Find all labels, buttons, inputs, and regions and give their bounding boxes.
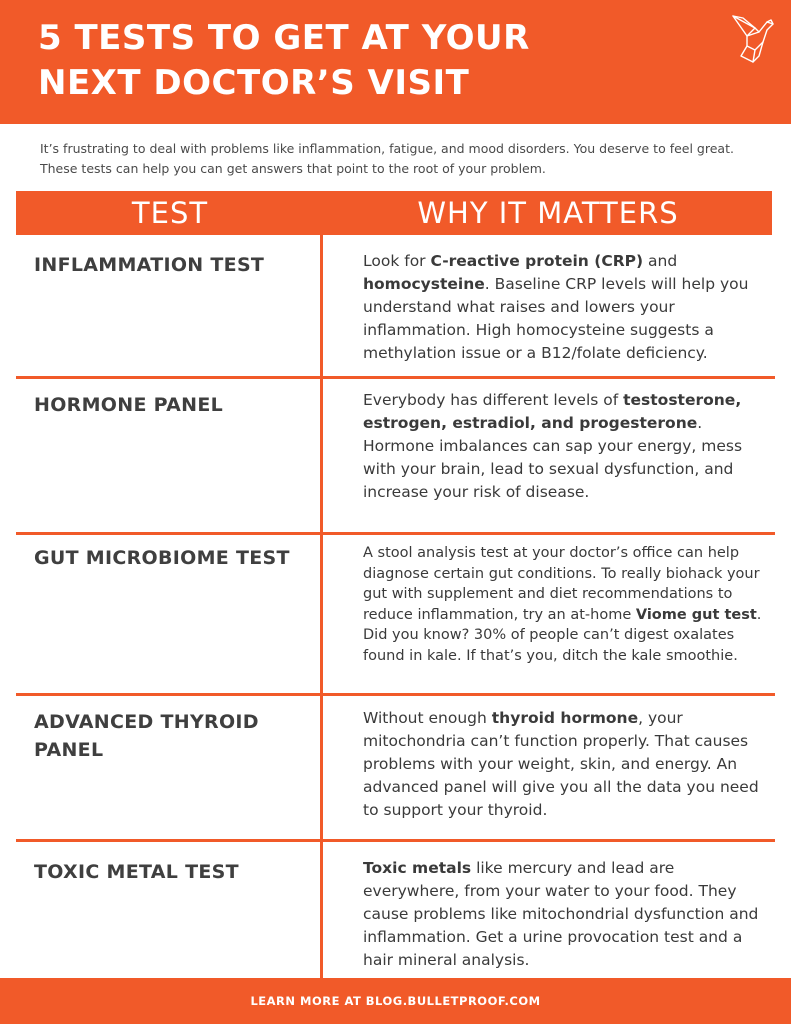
bird-logo-icon: [729, 12, 777, 68]
row-divider: [16, 376, 775, 379]
highlight-term: thyroid hormone: [491, 709, 639, 727]
why-text-inflammation: [363, 250, 768, 365]
body-text: and: [643, 252, 678, 270]
highlight-term: C-reactive protein (CRP): [430, 252, 644, 270]
body-text: . Did you know? 30% of people can’t digest oxalates found in kale. If that’s you, ditch the kale smoothie.: [363, 606, 762, 664]
header-banner: [0, 0, 791, 124]
body-text: A stool analysis test at your doctor’s office can help diagnose certain gut conditions. To really biohack your gut with supplement and diet recommendations to reduce inflammation, try an at-home: [363, 545, 760, 623]
test-name-hormone: HORMONE PANEL: [34, 394, 224, 416]
column-header-why: WHY IT MATTERS: [417, 196, 679, 230]
highlight-term: homocysteine: [363, 275, 485, 293]
test-name-gut-microbiome: GUT MICROBIOME TEST: [34, 547, 290, 569]
body-text: . Hormone imbalances can sap your energy, mess with your brain, lead to sexual dysfunction, and increase your risk of disease.: [363, 414, 743, 501]
intro-paragraph: It’s frustrating to deal with problems like inflammation, fatigue, and mood disorders. You deserve to feel great. These tests can help you can get answers that point to the root of your problem.: [40, 141, 734, 176]
footer-banner: LEARN MORE AT BLOG.BULLETPROOF.COM: [0, 978, 791, 1024]
body-text: , your mitochondria can’t function properly. That causes problems with your weight, skin, and energy. An advanced panel will give you all the data you need to support your thyroid.: [363, 709, 759, 819]
test-name-inflammation: INFLAMMATION TEST: [34, 254, 265, 276]
body-text: Look for: [363, 252, 431, 270]
highlight-term: testosterone, estrogen, estradiol, and progesterone: [363, 391, 742, 432]
why-text-toxic-metal: [363, 857, 768, 972]
column-header-test: TEST: [131, 196, 209, 230]
body-text: Everybody has different levels of: [363, 391, 624, 409]
body-text: Without enough: [363, 709, 492, 727]
why-text-hormone: [363, 389, 768, 504]
highlight-term: Toxic metals: [363, 859, 472, 877]
highlight-term: Viome gut test: [635, 606, 757, 623]
test-name-thyroid: ADVANCED THYROID PANEL: [34, 711, 259, 761]
row-divider: [16, 839, 775, 842]
row-divider: [16, 693, 775, 696]
why-text-thyroid: [363, 707, 768, 822]
column-divider: [320, 235, 323, 979]
page-title-line-2: NEXT DOCTOR’S VISIT: [38, 63, 470, 103]
body-text: . Baseline CRP levels will help you understand what raises and lowers your inflammation. High homocysteine suggests a methylation issue or a B12/folate deficiency.: [363, 275, 749, 362]
row-divider: [16, 532, 775, 535]
test-name-toxic-metal: TOXIC METAL TEST: [34, 861, 239, 883]
page-title: [38, 16, 678, 106]
table-header: [16, 191, 772, 235]
page-title-line-1: 5 TESTS TO GET AT YOUR: [38, 18, 530, 58]
body-text: like mercury and lead are everywhere, from your water to your food. They cause problems like mitochondrial dysfunction and inflammation. Get a urine provocation test and a hair mineral analysis.: [363, 859, 759, 969]
why-text-gut-microbiome: [363, 543, 768, 666]
